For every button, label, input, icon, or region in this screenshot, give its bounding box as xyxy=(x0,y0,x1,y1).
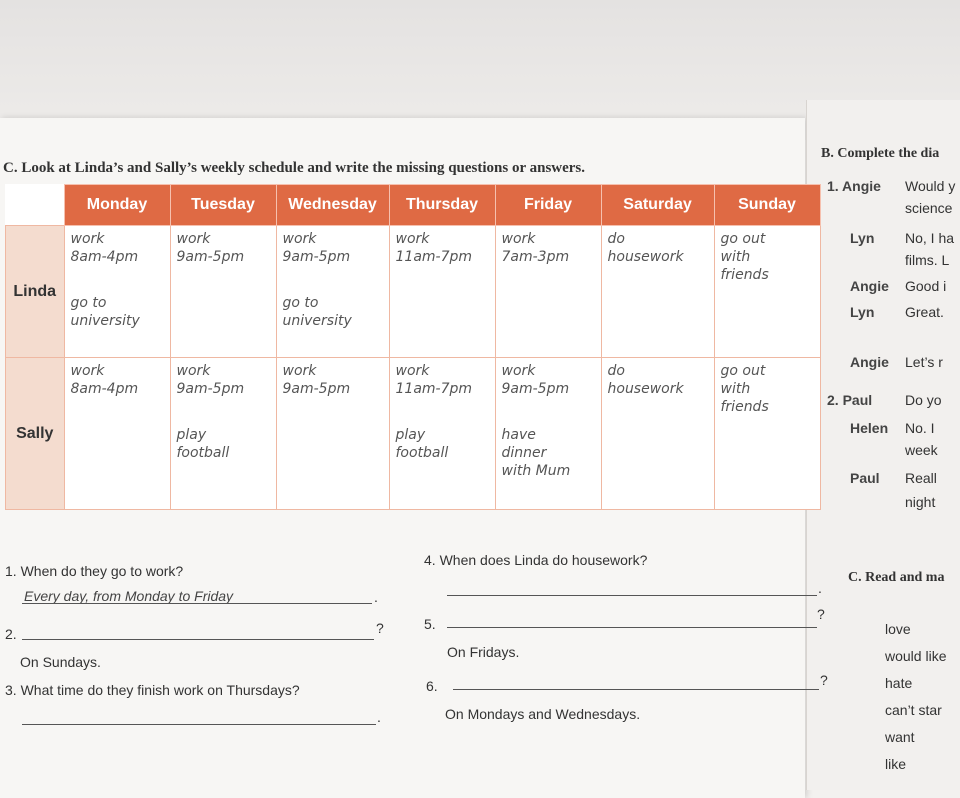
schedule-cell xyxy=(495,358,601,510)
activity-primary: work 8am-4pm xyxy=(70,363,139,397)
activity-primary: go out with friends xyxy=(720,363,769,415)
answer-3-period: . xyxy=(377,709,381,725)
word-box-item: like xyxy=(885,756,907,772)
header-corner xyxy=(6,185,65,226)
word-box-item: want xyxy=(885,729,915,745)
activity-primary: work 9am-5pm xyxy=(501,363,570,397)
activity-primary: work 9am-5pm xyxy=(176,363,245,397)
answer-2: On Sundays. xyxy=(20,654,101,670)
dialogue-speaker: Paul xyxy=(850,470,880,486)
question-6-line[interactable] xyxy=(453,689,819,690)
question-2-line[interactable] xyxy=(22,639,374,640)
schedule-cell xyxy=(276,226,389,358)
dialogue-text: No, I ha xyxy=(905,230,955,246)
person-name: Linda xyxy=(6,226,65,358)
schedule-cell xyxy=(64,358,170,510)
schedule-cell xyxy=(170,226,276,358)
day-header-sunday: Sunday xyxy=(714,185,820,226)
activity-primary: work 8am-4pm xyxy=(70,231,139,265)
question-2-mark: ? xyxy=(376,620,384,636)
answer-4-period: . xyxy=(818,580,822,596)
day-header-row xyxy=(6,185,821,226)
activity-primary: work 9am-5pm xyxy=(176,231,245,265)
dialogue-text: Let’s r xyxy=(905,354,943,370)
activity-primary: do housework xyxy=(607,231,684,265)
day-header-thursday: Thursday xyxy=(389,185,495,226)
question-6-mark: ? xyxy=(820,672,828,688)
activity-primary: work 9am-5pm xyxy=(282,231,351,265)
activity-primary: work 9am-5pm xyxy=(282,363,351,397)
dialogue-text: night xyxy=(905,494,936,510)
dialogue-text: Would y xyxy=(905,178,956,194)
exercise-c-heading: C. Look at Linda’s and Sally’s weekly schedule and write the missing questions or answers. xyxy=(3,160,586,176)
activity-primary: go out with friends xyxy=(720,231,769,283)
answer-4-line[interactable] xyxy=(447,595,817,596)
schedule-cell xyxy=(389,358,495,510)
schedule-cell xyxy=(389,226,495,358)
schedule-cell xyxy=(601,358,714,510)
question-4: 4. When does Linda do housework? xyxy=(424,552,648,568)
activity-primary: do housework xyxy=(607,363,684,397)
person-name: Sally xyxy=(6,358,65,510)
schedule-cell xyxy=(64,226,170,358)
dialogue-speaker: Helen xyxy=(850,420,889,436)
schedule-cell xyxy=(170,358,276,510)
dialogue-text: Reall xyxy=(905,470,937,486)
dialogue-speaker: Lyn xyxy=(850,304,875,320)
dialogue-text: No. I xyxy=(905,420,935,436)
activity-secondary: have dinner with Mum xyxy=(501,427,571,479)
question-6-number: 6. xyxy=(426,678,438,694)
person-row-sally xyxy=(6,358,821,510)
schedule-cell xyxy=(601,226,714,358)
question-3: 3. What time do they finish work on Thursdays? xyxy=(5,682,300,698)
answer-3-line[interactable] xyxy=(22,724,376,725)
exercise-c-right-heading: C. Read and ma xyxy=(848,570,945,585)
dialogue-speaker: 2. Paul xyxy=(827,392,873,408)
answer-1: Every day, from Monday to Friday xyxy=(24,588,234,604)
activity-secondary: go to university xyxy=(70,295,140,329)
dialogue-text: films. L xyxy=(905,252,950,268)
word-box-item: can’t star xyxy=(885,702,942,718)
schedule-cell xyxy=(714,358,820,510)
activity-secondary: play football xyxy=(395,427,449,461)
answer-1-period: . xyxy=(374,589,378,605)
question-5-mark: ? xyxy=(817,606,825,622)
question-1: 1. When do they go to work? xyxy=(5,563,184,579)
day-header-wednesday: Wednesday xyxy=(276,185,389,226)
word-box-item: would like xyxy=(885,648,947,664)
dialogue-text: science xyxy=(905,200,953,216)
activity-primary: work 11am-7pm xyxy=(395,363,473,397)
answer-6: On Mondays and Wednesdays. xyxy=(445,706,641,722)
answer-5: On Fridays. xyxy=(447,644,520,660)
day-header-saturday: Saturday xyxy=(601,185,714,226)
day-header-tuesday: Tuesday xyxy=(170,185,276,226)
activity-secondary: go to university xyxy=(282,295,352,329)
word-box-item: hate xyxy=(885,675,913,691)
word-box-item: love xyxy=(885,621,911,637)
dialogue-speaker: 1. Angie xyxy=(827,178,881,194)
question-2-number: 2. xyxy=(5,626,17,642)
question-5-line[interactable] xyxy=(447,627,817,628)
dialogue-speaker: Lyn xyxy=(850,230,875,246)
person-row-linda xyxy=(6,226,821,358)
activity-secondary: play football xyxy=(176,427,230,461)
dialogue-text: week xyxy=(905,442,938,458)
dialogue-text: Do yo xyxy=(905,392,942,408)
schedule-cell xyxy=(495,226,601,358)
question-5-number: 5. xyxy=(424,616,436,632)
schedule-cell xyxy=(714,226,820,358)
weekly-schedule-table xyxy=(5,184,821,510)
activity-primary: work 7am-3pm xyxy=(501,231,570,265)
activity-primary: work 11am-7pm xyxy=(395,231,473,265)
exercise-b-heading: B. Complete the dia xyxy=(821,146,940,161)
day-header-monday: Monday xyxy=(64,185,170,226)
dialogue-speaker: Angie xyxy=(850,354,889,370)
answer-1-line[interactable] xyxy=(22,603,372,604)
schedule-cell xyxy=(276,358,389,510)
dialogue-speaker: Angie xyxy=(850,278,889,294)
dialogue-text: Great. xyxy=(905,304,944,320)
day-header-friday: Friday xyxy=(495,185,601,226)
dialogue-text: Good i xyxy=(905,278,947,294)
